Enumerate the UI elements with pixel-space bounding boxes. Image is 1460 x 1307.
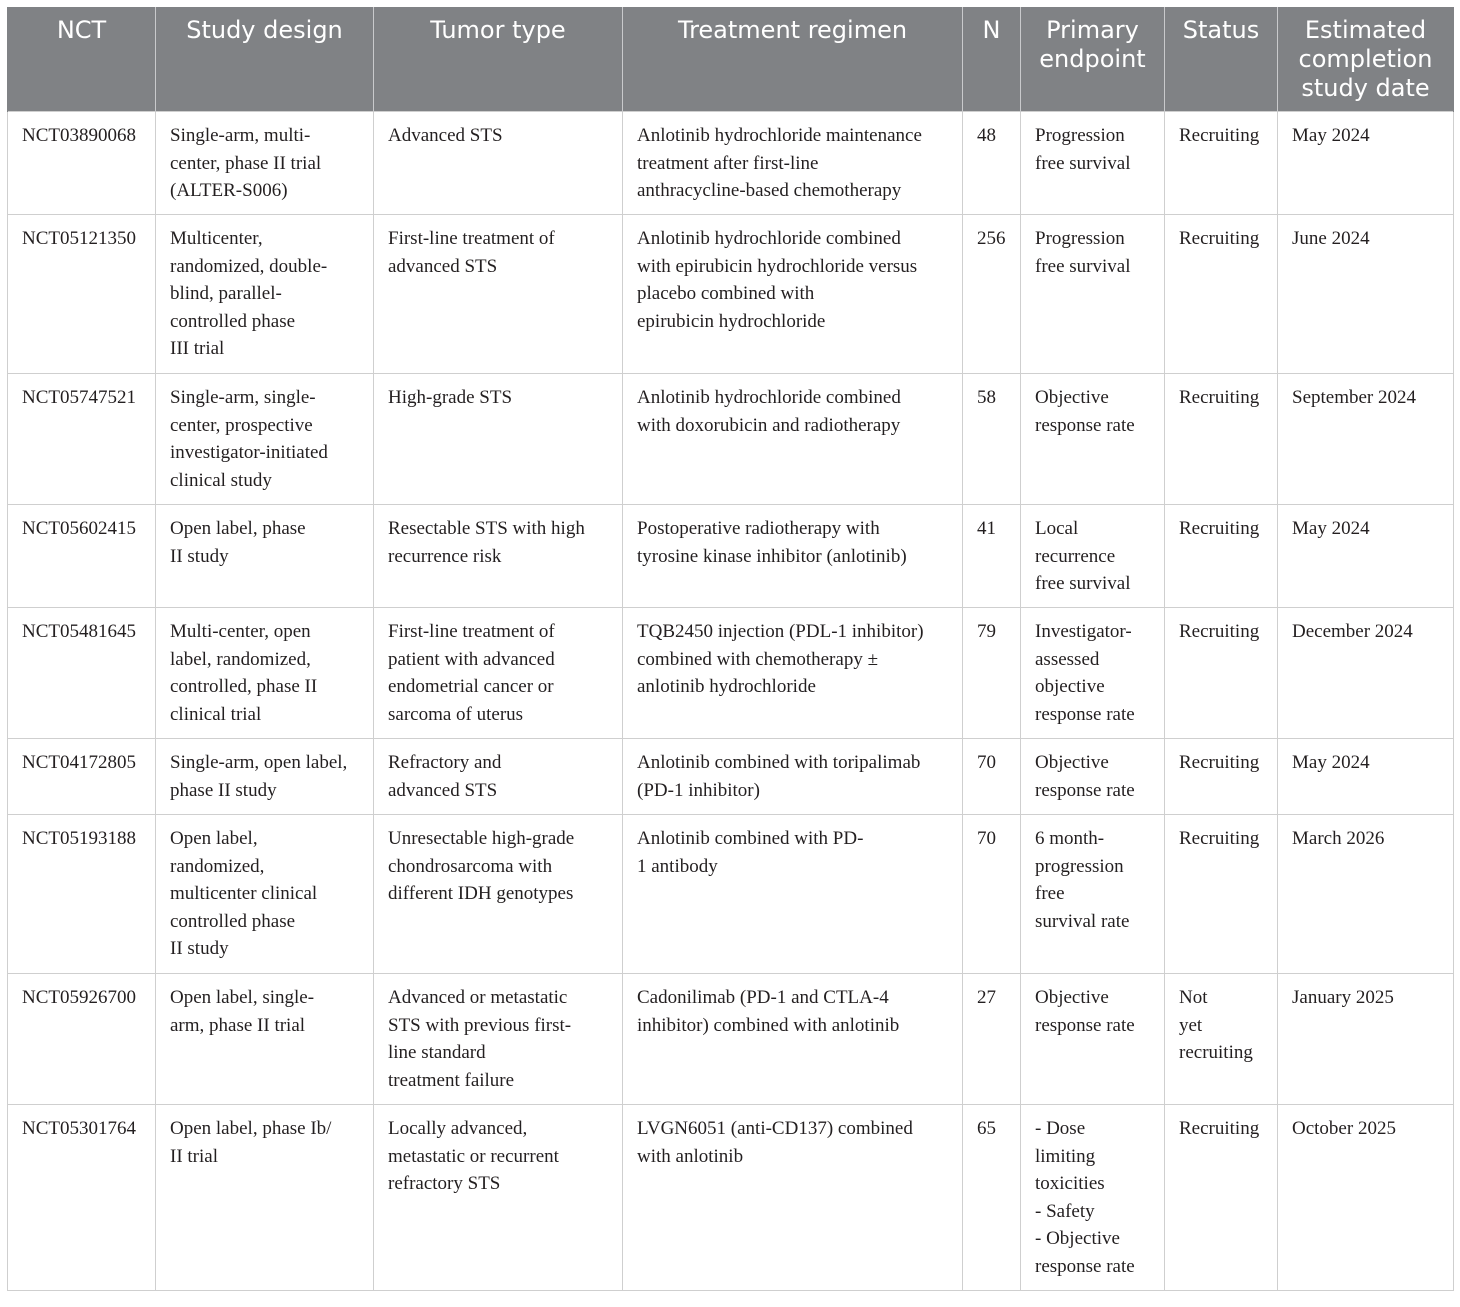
completion-date-cell: December 2024 bbox=[1278, 608, 1454, 739]
primary-endpoint-cell bbox=[1021, 815, 1165, 974]
cell-line: survival rate bbox=[1035, 910, 1130, 932]
cell-line: blind, parallel- bbox=[170, 283, 282, 305]
column-header-line: Primary bbox=[1046, 16, 1139, 44]
cell-line: with anlotinib bbox=[637, 1145, 744, 1167]
cell-line: clinical trial bbox=[170, 703, 262, 725]
nct-cell: NCT03890068 bbox=[8, 112, 156, 215]
tumor-type-cell bbox=[374, 1105, 623, 1291]
cell-line: free survival bbox=[1035, 255, 1131, 277]
cell-line: Open label, phase Ib/ bbox=[170, 1118, 332, 1139]
status-cell bbox=[1165, 215, 1278, 374]
nct-cell: NCT05301764 bbox=[8, 1105, 156, 1291]
cell-line: Anlotinib hydrochloride combined bbox=[637, 228, 901, 249]
cell-line: Objective bbox=[1035, 987, 1109, 1008]
cell-line: center, phase II trial bbox=[170, 152, 322, 174]
cell-line: treatment after first-line bbox=[637, 152, 819, 174]
cell-line: Locally advanced, bbox=[388, 1118, 528, 1139]
sample-size-cell: 70 bbox=[963, 739, 1021, 815]
sample-size-cell: 41 bbox=[963, 505, 1021, 608]
nct-cell: NCT04172805 bbox=[8, 739, 156, 815]
column-header-line: Status bbox=[1182, 16, 1260, 44]
cell-line: Progression bbox=[1035, 125, 1125, 146]
cell-line: assessed bbox=[1035, 648, 1100, 670]
nct-cell: NCT05193188 bbox=[8, 815, 156, 974]
cell-line: anlotinib hydrochloride bbox=[637, 676, 816, 698]
cell-line: yet bbox=[1179, 1014, 1203, 1036]
treatment-regimen-cell bbox=[623, 739, 963, 815]
tumor-type-cell bbox=[374, 974, 623, 1105]
cell-line: controlled phase bbox=[170, 310, 296, 332]
nct-cell: NCT05926700 bbox=[8, 974, 156, 1105]
primary-endpoint-cell bbox=[1021, 112, 1165, 215]
tumor-type-cell bbox=[374, 112, 623, 215]
treatment-regimen-cell bbox=[623, 374, 963, 505]
table-row bbox=[8, 974, 1454, 1105]
table-row bbox=[8, 815, 1454, 974]
primary-endpoint-cell bbox=[1021, 974, 1165, 1105]
table-header bbox=[8, 7, 1454, 112]
primary-endpoint-cell bbox=[1021, 215, 1165, 374]
tumor-type-cell bbox=[374, 374, 623, 505]
primary-endpoint-cell bbox=[1021, 505, 1165, 608]
primary-endpoint-cell bbox=[1021, 608, 1165, 739]
table-row bbox=[8, 1105, 1454, 1291]
cell-line: Advanced STS bbox=[388, 125, 503, 146]
cell-line: TQB2450 injection (PDL-1 inhibitor) bbox=[637, 621, 924, 642]
column-header-line: N bbox=[982, 16, 1001, 44]
cell-line: III trial bbox=[170, 338, 225, 360]
cell-line: Cadonilimab (PD-1 and CTLA-4 bbox=[637, 987, 889, 1008]
cell-line: free survival bbox=[1035, 152, 1131, 174]
treatment-regimen-cell bbox=[623, 608, 963, 739]
tumor-type-cell bbox=[374, 215, 623, 374]
study-design-cell bbox=[156, 608, 374, 739]
cell-line: epirubicin hydrochloride bbox=[637, 310, 826, 332]
status-cell bbox=[1165, 374, 1278, 505]
cell-line: STS with previous first- bbox=[388, 1014, 572, 1036]
treatment-regimen-cell bbox=[623, 815, 963, 974]
status-cell bbox=[1165, 505, 1278, 608]
study-design-cell bbox=[156, 112, 374, 215]
sample-size-cell: 65 bbox=[963, 1105, 1021, 1291]
completion-date-cell: September 2024 bbox=[1278, 374, 1454, 505]
cell-line: Recruiting bbox=[1179, 621, 1260, 642]
status-cell bbox=[1165, 608, 1278, 739]
table-row bbox=[8, 112, 1454, 215]
column-header-treatment-regimen bbox=[623, 7, 963, 112]
cell-line: recurrence bbox=[1035, 545, 1116, 567]
clinical-trials-table bbox=[7, 7, 1454, 1291]
cell-line: Open label, phase bbox=[170, 518, 306, 539]
cell-line: Single-arm, multi- bbox=[170, 125, 311, 146]
cell-line: combined with chemotherapy ± bbox=[637, 648, 878, 670]
cell-line: advanced STS bbox=[388, 255, 498, 277]
cell-line: recurrence risk bbox=[388, 545, 502, 567]
cell-line: label, randomized, bbox=[170, 648, 311, 670]
cell-line: Investigator- bbox=[1035, 621, 1132, 642]
cell-line: multicenter clinical bbox=[170, 883, 318, 905]
tumor-type-cell bbox=[374, 815, 623, 974]
cell-line: Advanced or metastatic bbox=[388, 987, 568, 1008]
cell-line: tyrosine kinase inhibitor (anlotinib) bbox=[637, 545, 907, 567]
completion-date-cell: January 2025 bbox=[1278, 974, 1454, 1105]
cell-line: placebo combined with bbox=[637, 283, 815, 305]
cell-line: 6 month- bbox=[1035, 828, 1105, 849]
sample-size-cell: 58 bbox=[963, 374, 1021, 505]
tumor-type-cell bbox=[374, 739, 623, 815]
cell-line: II trial bbox=[170, 1145, 219, 1167]
study-design-cell bbox=[156, 1105, 374, 1291]
cell-line: line standard bbox=[388, 1042, 486, 1064]
cell-line: response rate bbox=[1035, 1014, 1135, 1036]
column-header-study-design bbox=[156, 7, 374, 112]
cell-line: - Objective bbox=[1035, 1228, 1120, 1250]
cell-line: anthracycline-based chemotherapy bbox=[637, 180, 902, 202]
primary-endpoint-cell bbox=[1021, 1105, 1165, 1291]
sample-size-cell: 27 bbox=[963, 974, 1021, 1105]
cell-line: Recruiting bbox=[1179, 387, 1260, 408]
cell-line: response rate bbox=[1035, 414, 1135, 436]
cell-line: toxicities bbox=[1035, 1173, 1105, 1195]
treatment-regimen-cell bbox=[623, 974, 963, 1105]
sample-size-cell: 70 bbox=[963, 815, 1021, 974]
cell-line: inhibitor) combined with anlotinib bbox=[637, 1014, 900, 1036]
cell-line: First-line treatment of bbox=[388, 621, 555, 642]
column-header-primary-endpoint bbox=[1021, 7, 1165, 112]
cell-line: LVGN6051 (anti-CD137) combined bbox=[637, 1118, 913, 1139]
cell-line: response rate bbox=[1035, 779, 1135, 801]
cell-line: sarcoma of uterus bbox=[388, 703, 524, 725]
cell-line: Recruiting bbox=[1179, 518, 1260, 539]
status-cell bbox=[1165, 815, 1278, 974]
primary-endpoint-cell bbox=[1021, 739, 1165, 815]
cell-line: with epirubicin hydrochloride versus bbox=[637, 255, 918, 277]
primary-endpoint-cell bbox=[1021, 374, 1165, 505]
column-header-line: completion bbox=[1298, 45, 1433, 73]
table-body bbox=[8, 112, 1454, 1291]
cell-line: investigator-initiated bbox=[170, 442, 328, 464]
status-cell bbox=[1165, 112, 1278, 215]
header-row bbox=[8, 7, 1454, 112]
cell-line: Anlotinib hydrochloride maintenance bbox=[637, 125, 922, 146]
cell-line: advanced STS bbox=[388, 779, 498, 801]
cell-line: different IDH genotypes bbox=[388, 883, 574, 905]
column-header-tumor-type bbox=[374, 7, 623, 112]
sample-size-cell: 48 bbox=[963, 112, 1021, 215]
cell-line: Open label, single- bbox=[170, 987, 315, 1008]
status-cell bbox=[1165, 974, 1278, 1105]
column-header-estimated-completion-date bbox=[1278, 7, 1454, 112]
cell-line: Refractory and bbox=[388, 752, 502, 773]
table-row bbox=[8, 608, 1454, 739]
cell-line: chondrosarcoma with bbox=[388, 855, 553, 877]
cell-line: endometrial cancer or bbox=[388, 676, 554, 698]
cell-line: - Dose bbox=[1035, 1118, 1086, 1139]
study-design-cell bbox=[156, 374, 374, 505]
completion-date-cell: May 2024 bbox=[1278, 112, 1454, 215]
column-header-line: endpoint bbox=[1039, 45, 1146, 73]
cell-line: limiting bbox=[1035, 1145, 1096, 1167]
cell-line: Unresectable high-grade bbox=[388, 828, 575, 849]
column-header-line: Tumor type bbox=[430, 16, 566, 44]
cell-line: (PD-1 inhibitor) bbox=[637, 779, 760, 801]
treatment-regimen-cell bbox=[623, 112, 963, 215]
cell-line: Local bbox=[1035, 518, 1079, 539]
column-header-line: NCT bbox=[56, 16, 107, 44]
cell-line: randomized, bbox=[170, 855, 265, 877]
cell-line: recruiting bbox=[1179, 1042, 1253, 1064]
cell-line: controlled phase bbox=[170, 910, 296, 932]
cell-line: II study bbox=[170, 545, 229, 567]
cell-line: refractory STS bbox=[388, 1173, 501, 1195]
nct-cell: NCT05602415 bbox=[8, 505, 156, 608]
study-design-cell bbox=[156, 974, 374, 1105]
status-cell bbox=[1165, 1105, 1278, 1291]
cell-line: with doxorubicin and radiotherapy bbox=[637, 414, 901, 436]
treatment-regimen-cell bbox=[623, 1105, 963, 1291]
cell-line: treatment failure bbox=[388, 1069, 515, 1091]
treatment-regimen-cell bbox=[623, 215, 963, 374]
cell-line: phase II study bbox=[170, 779, 277, 801]
column-header-line: Treatment regimen bbox=[677, 16, 908, 44]
sample-size-cell: 256 bbox=[963, 215, 1021, 374]
cell-line: metastatic or recurrent bbox=[388, 1145, 559, 1167]
cell-line: Multicenter, bbox=[170, 228, 263, 249]
cell-line: response rate bbox=[1035, 1255, 1135, 1277]
treatment-regimen-cell bbox=[623, 505, 963, 608]
completion-date-cell: March 2026 bbox=[1278, 815, 1454, 974]
completion-date-cell: May 2024 bbox=[1278, 505, 1454, 608]
table-row bbox=[8, 739, 1454, 815]
cell-line: Anlotinib hydrochloride combined bbox=[637, 387, 901, 408]
tumor-type-cell bbox=[374, 608, 623, 739]
cell-line: Objective bbox=[1035, 752, 1109, 773]
column-header-status bbox=[1165, 7, 1278, 112]
cell-line: Progression bbox=[1035, 228, 1125, 249]
cell-line: High-grade STS bbox=[388, 387, 513, 408]
table-row bbox=[8, 374, 1454, 505]
cell-line: free bbox=[1035, 883, 1065, 905]
cell-line: Recruiting bbox=[1179, 228, 1260, 249]
column-header-n bbox=[963, 7, 1021, 112]
column-header-line: Estimated bbox=[1304, 16, 1427, 44]
cell-line: response rate bbox=[1035, 703, 1135, 725]
sample-size-cell: 79 bbox=[963, 608, 1021, 739]
cell-line: Objective bbox=[1035, 387, 1109, 408]
cell-line: clinical study bbox=[170, 469, 272, 491]
table-row bbox=[8, 505, 1454, 608]
study-design-cell bbox=[156, 739, 374, 815]
cell-line: - Safety bbox=[1035, 1200, 1095, 1222]
cell-line: Postoperative radiotherapy with bbox=[637, 518, 880, 539]
cell-line: Anlotinib combined with PD- bbox=[637, 828, 864, 849]
nct-cell: NCT05121350 bbox=[8, 215, 156, 374]
cell-line: patient with advanced bbox=[388, 648, 555, 670]
cell-line: Open label, bbox=[170, 828, 258, 849]
completion-date-cell: June 2024 bbox=[1278, 215, 1454, 374]
cell-line: arm, phase II trial bbox=[170, 1014, 306, 1036]
cell-line: Single-arm, open label, bbox=[170, 752, 348, 773]
cell-line: Resectable STS with high bbox=[388, 518, 585, 539]
cell-line: free survival bbox=[1035, 573, 1131, 595]
cell-line: objective bbox=[1035, 676, 1105, 698]
cell-line: progression bbox=[1035, 855, 1124, 877]
study-design-cell bbox=[156, 215, 374, 374]
table-row bbox=[8, 215, 1454, 374]
cell-line: Single-arm, single- bbox=[170, 387, 316, 408]
cell-line: Anlotinib combined with toripalimab bbox=[637, 752, 921, 773]
nct-cell: NCT05747521 bbox=[8, 374, 156, 505]
cell-line: First-line treatment of bbox=[388, 228, 555, 249]
cell-line: (ALTER-S006) bbox=[170, 180, 288, 202]
cell-line: Not bbox=[1179, 987, 1208, 1008]
cell-line: 1 antibody bbox=[637, 855, 718, 877]
status-cell bbox=[1165, 739, 1278, 815]
column-header-line: Study design bbox=[186, 16, 343, 44]
nct-cell: NCT05481645 bbox=[8, 608, 156, 739]
study-design-cell bbox=[156, 505, 374, 608]
tumor-type-cell bbox=[374, 505, 623, 608]
cell-line: Recruiting bbox=[1179, 1118, 1260, 1139]
cell-line: randomized, double- bbox=[170, 255, 328, 277]
completion-date-cell: May 2024 bbox=[1278, 739, 1454, 815]
column-header-nct bbox=[8, 7, 156, 112]
cell-line: Recruiting bbox=[1179, 828, 1260, 849]
cell-line: Recruiting bbox=[1179, 125, 1260, 146]
cell-line: center, prospective bbox=[170, 414, 313, 436]
cell-line: II study bbox=[170, 938, 229, 960]
cell-line: Recruiting bbox=[1179, 752, 1260, 773]
study-design-cell bbox=[156, 815, 374, 974]
completion-date-cell: October 2025 bbox=[1278, 1105, 1454, 1291]
cell-line: controlled, phase II bbox=[170, 676, 318, 698]
column-header-line: study date bbox=[1301, 74, 1430, 102]
cell-line: Multi-center, open bbox=[170, 621, 311, 642]
